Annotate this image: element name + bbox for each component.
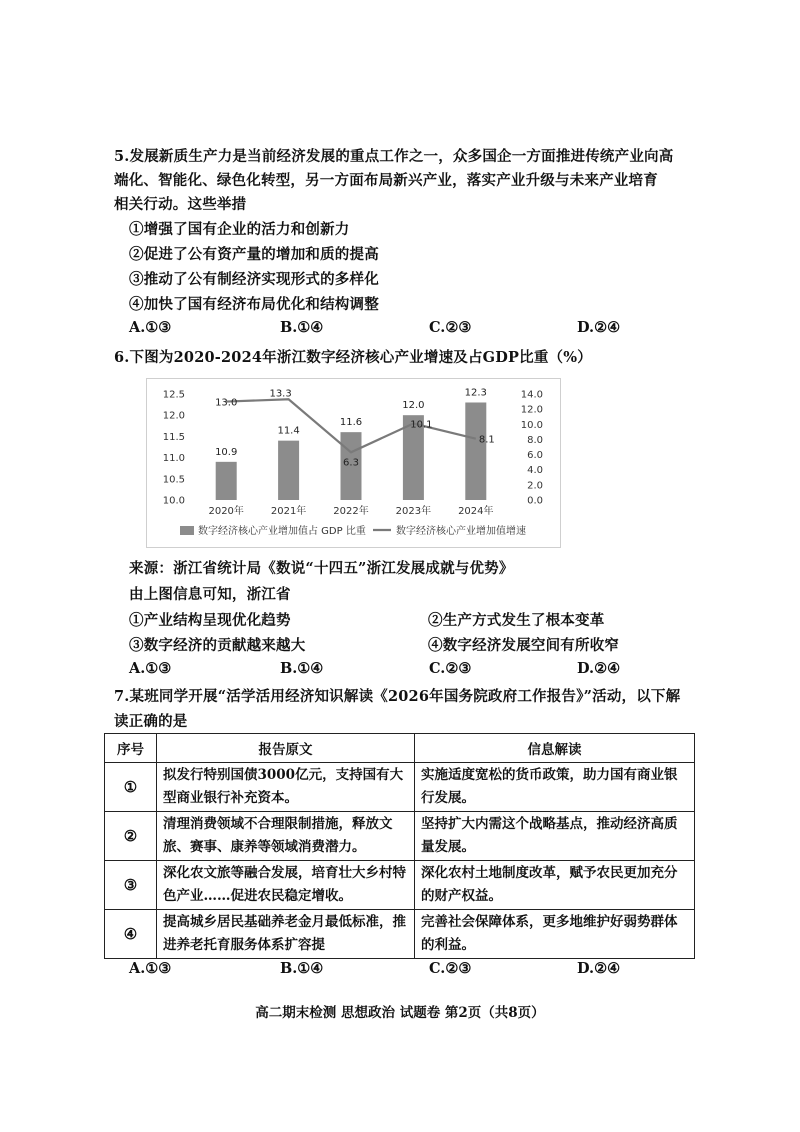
table-row <box>105 763 695 812</box>
line-data-label: 13.0 <box>215 397 238 409</box>
right-axis-tick-label: 4.0 <box>527 465 543 477</box>
q6-option-b: B.①④ <box>280 660 324 677</box>
x-tick-label: 2022年 <box>333 506 369 517</box>
x-tick-label: 2021年 <box>270 506 307 517</box>
q6-option-d: D.②④ <box>577 660 621 677</box>
q7-option-a: A.①③ <box>129 960 172 977</box>
page-footer: 高二期末检测 思想政治 试题卷 第2页（共8页） <box>255 1005 545 1021</box>
q5-item-2: ②促进了公有资产量的增加和质的提高 <box>129 246 379 263</box>
q5-stem-line-1: 5.发展新质生产力是当前经济发展的重点工作之一，众多国企一方面推进传统产业向高 <box>114 148 674 165</box>
q7-header-original: 报告原文 <box>157 734 415 763</box>
bar-data-label: 10.9 <box>215 446 238 458</box>
left-axis-tick-label: 11.5 <box>162 431 185 443</box>
q7-row-2-number: ② <box>105 812 157 861</box>
q7-row-4-number: ④ <box>105 910 157 959</box>
q7-option-c: C.②③ <box>429 960 472 977</box>
bar <box>216 462 237 500</box>
right-axis-tick-label: 12.0 <box>520 404 543 416</box>
legend-bar-label: 数字经济核心产业增加值占 GDP 比重 <box>198 526 366 537</box>
bar-data-label: 12.3 <box>464 387 487 399</box>
q7-option-b: B.①④ <box>280 960 324 977</box>
q7-stem-line-2: 读正确的是 <box>114 713 188 730</box>
q5-option-b: B.①④ <box>280 319 324 336</box>
q7-row-3-interpretation: 深化农村土地制度改革，赋予农民更加充分的财产权益。 <box>415 861 695 910</box>
q7-row-4-interpretation: 完善社会保障体系，更多地维护好弱势群体的利益。 <box>415 910 695 959</box>
right-axis-tick-label: 2.0 <box>527 480 543 492</box>
q5-option-c: C.②③ <box>429 319 472 336</box>
q6-item-2: ②生产方式发生了根本变革 <box>428 612 605 629</box>
q7-row-3-original: 深化农文旅等融合发展，培育壮大乡村特色产业……促进农民稳定增收。 <box>157 861 415 910</box>
q6-item-3: ③数字经济的贡献越来越大 <box>129 637 306 654</box>
left-axis-tick-label: 11.0 <box>162 453 185 465</box>
right-axis-tick-label: 0.0 <box>527 495 543 507</box>
q6-item-1: ①产业结构呈现优化趋势 <box>129 612 291 629</box>
left-axis-tick-label: 12.5 <box>162 389 185 401</box>
q6-source: 来源：浙江省统计局《数说“十四五”浙江发展成就与优势》 <box>129 560 514 577</box>
x-tick-label: 2024年 <box>458 506 494 517</box>
q7-row-1-original: 拟发行特别国债3000亿元，支持国有大型商业银行补充资本。 <box>157 763 415 812</box>
legend-line-label: 数字经济核心产业增加值增速 <box>396 526 526 537</box>
q6-stem: 6.下图为2020-2024年浙江数字经济核心产业增速及占GDP比重（%） <box>114 349 592 366</box>
q5-option-a: A.①③ <box>129 319 172 336</box>
q7-table <box>104 733 695 959</box>
table-row <box>105 910 695 959</box>
q7-table-header-row <box>105 734 695 763</box>
q7-row-3-number: ③ <box>105 861 157 910</box>
left-axis-tick-label: 10.5 <box>162 474 185 486</box>
right-axis-tick-label: 10.0 <box>520 419 543 431</box>
q7-row-4-original: 提高城乡居民基础养老金月最低标准，推进养老托育服务体系扩容提 <box>157 910 415 959</box>
x-tick-label: 2023年 <box>395 506 432 517</box>
right-axis-tick-label: 14.0 <box>520 389 543 401</box>
x-tick-label: 2020年 <box>208 506 244 517</box>
q5-item-1: ①增强了国有企业的活力和创新力 <box>129 221 350 238</box>
q5-stem-line-2: 端化、智能化、绿色化转型，另一方面布局新兴产业，落实产业升级与未来产业培育 <box>114 172 658 189</box>
bar <box>465 402 486 500</box>
q5-option-d: D.②④ <box>577 319 621 336</box>
q7-option-d: D.②④ <box>577 960 621 977</box>
q7-header-interpretation: 信息解读 <box>415 734 695 763</box>
right-axis-tick-label: 6.0 <box>527 450 543 462</box>
q5-item-3: ③推动了公有制经济实现形式的多样化 <box>129 271 379 288</box>
q7-stem-line-1: 7.某班同学开展“活学活用经济知识解读《2026年国务院政府工作报告》”活动，以下解 <box>114 688 681 705</box>
q6-option-c: C.②③ <box>429 660 472 677</box>
q5-item-4: ④加快了国有经济布局优化和结构调整 <box>129 296 379 313</box>
q7-row-2-original: 清理消费领域不合理限制措施，释放文旅、赛事、康养等领域消费潜力。 <box>157 812 415 861</box>
line-data-label: 6.3 <box>343 457 359 469</box>
q6-lead: 由上图信息可知，浙江省 <box>129 586 291 603</box>
left-axis-tick-label: 10.0 <box>162 495 185 507</box>
table-row <box>105 861 695 910</box>
bar-data-label: 11.6 <box>339 417 363 429</box>
q7-header-number: 序号 <box>105 734 157 763</box>
line-data-label: 13.3 <box>269 388 292 400</box>
q6-chart-svg <box>147 379 560 547</box>
line-data-label: 10.1 <box>410 419 433 431</box>
q7-row-2-interpretation: 坚持扩大内需这个战略基点，推动经济高质量发展。 <box>415 812 695 861</box>
legend-bar-swatch <box>180 526 194 535</box>
q7-row-1-interpretation: 实施适度宽松的货币政策，助力国有商业银行发展。 <box>415 763 695 812</box>
q6-chart <box>146 378 561 548</box>
right-axis-tick-label: 8.0 <box>527 434 543 446</box>
bar <box>278 441 299 500</box>
bar-data-label: 11.4 <box>277 425 300 437</box>
bar-data-label: 12.0 <box>402 400 425 412</box>
q7-row-1-number: ① <box>105 763 157 812</box>
q6-item-4: ④数字经济发展空间有所收窄 <box>428 637 620 654</box>
line-data-label: 8.1 <box>478 434 495 446</box>
q5-stem-line-3: 相关行动。这些举措 <box>114 196 247 213</box>
left-axis-tick-label: 12.0 <box>162 410 185 422</box>
table-row <box>105 812 695 861</box>
q6-option-a: A.①③ <box>129 660 172 677</box>
